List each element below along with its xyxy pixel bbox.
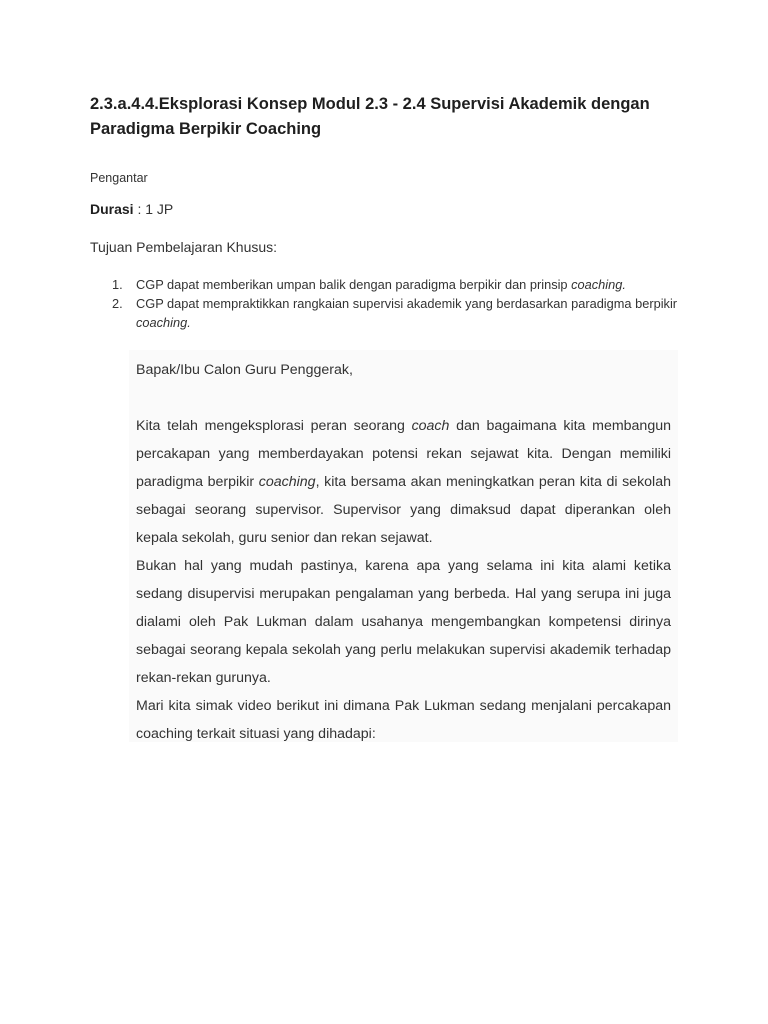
objective-text: CGP dapat mempraktikkan rangkaian supervisi akademik yang berdasarkan paradigma berpikir [136,296,678,311]
objective-number: 1. [112,277,123,292]
objective-text: CGP dapat memberikan umpan balik dengan paradigma berpikir dan prinsip [136,277,572,292]
objective-number: 2. [112,296,123,311]
objectives-list [90,275,680,332]
intro-label: Pengantar [90,171,148,185]
letter-p1-text-b: dan bagaimana kita membangun percakapan yang memberdayakan potensi rekan sejawat kita. Dengan memiliki paradigma berpikir [136,418,671,490]
letter-p1-emphasis-coach: coach [411,418,450,434]
objective-item [90,294,680,332]
objectives-label: Tujuan Pembelajaran Khusus: [90,239,278,255]
objective-emphasis: coaching. [136,315,191,330]
letter-paragraph-2: Bukan hal yang mudah pastinya, karena apa yang selama ini kita alami ketika sedang disupervisi merupakan pengalaman yang berbeda. Hal yang serupa ini juga dialami oleh Pak Lukman dalam usahanya mengembangkan kompetensi dirinya sebagai seorang kepala sekolah yang perlu melakukan supervisi akademik terhadap rekan-rekan gurunya. [136,558,671,686]
letter-p1-text-c: , kita bersama akan meningkatkan peran kita di sekolah sebagai seorang supervisor. Supervisor yang dimaksud dapat diperankan oleh kepala sekolah, guru senior dan rekan sejawat. [136,474,671,546]
letter-greeting: Bapak/Ibu Calon Guru Penggerak, [136,362,353,378]
objective-emphasis: coaching. [571,277,626,292]
letter-p1-text-a: Kita telah mengeksplorasi peran seorang [136,418,412,434]
objective-item [90,275,680,294]
letter-box [129,350,678,742]
letter-paragraph-3: Mari kita simak video berikut ini dimana Pak Lukman sedang menjalani percakapan coaching terkait situasi yang dihadapi: [136,698,671,742]
letter-p1-emphasis-coaching: coaching [258,474,316,490]
page-title: 2.3.a.4.4.Eksplorasi Konsep Modul 2.3 - 2.4 Supervisi Akademik dengan Paradigma Berpikir Coaching [90,95,650,138]
duration-label: Durasi [90,201,134,217]
duration-line [90,201,173,217]
duration-value: : 1 JP [133,201,174,217]
letter-paragraph-1 [136,412,671,552]
